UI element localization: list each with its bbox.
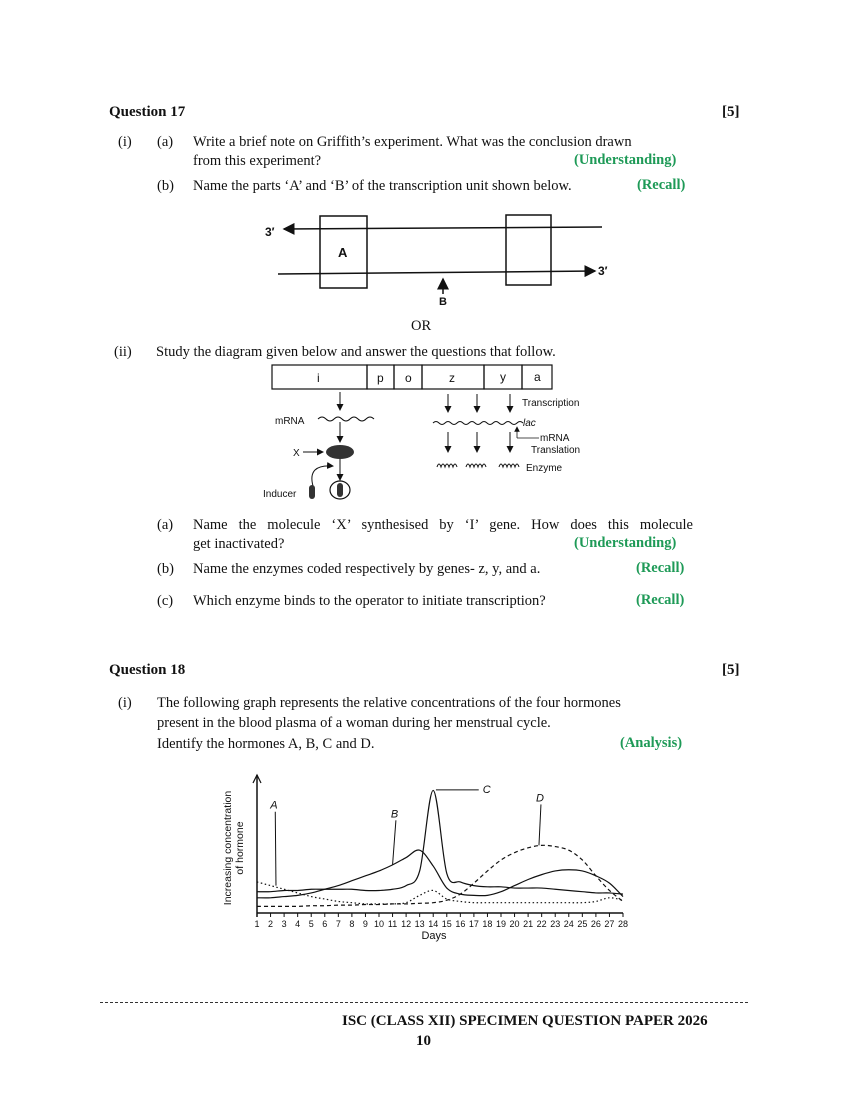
x-tick-label: 14 [428, 919, 439, 929]
gene-a-label: a [534, 370, 541, 384]
x-tick-label: 16 [455, 919, 466, 929]
annotation-label-c: C [482, 783, 491, 796]
x-tick-label: 6 [322, 919, 328, 929]
x-tick-label: 28 [617, 919, 629, 929]
hormone-chart [220, 770, 650, 945]
x-tick-label: 20 [509, 919, 520, 929]
x-tick-label: 4 [295, 919, 301, 929]
x-tick-label: 11 [387, 919, 398, 929]
chart-series [257, 790, 623, 906]
enzyme-y-coil [466, 464, 486, 467]
part-ii-number: (ii) [114, 344, 132, 360]
enzyme-a-coil [499, 464, 519, 467]
q17-ii-intro: Study the diagram given below and answer the questions that follow. [156, 344, 556, 360]
x-tick-label: 23 [550, 919, 561, 929]
gene-y-label: y [500, 370, 506, 384]
x-tick-label: 15 [441, 919, 452, 929]
x-tick-label: 5 [308, 919, 314, 929]
chart-annotations [269, 784, 544, 886]
x-tick-label: 22 [536, 919, 547, 929]
x-tick-label: 25 [577, 919, 588, 929]
q17-i-b-text: Name the parts ‘A’ and ‘B’ of the transcription unit shown below. [193, 178, 572, 194]
x-ticks [254, 913, 628, 929]
x-tick-label: 7 [335, 919, 341, 929]
annotation-label-b: B [390, 808, 399, 821]
lac-operon-diagram [255, 362, 600, 507]
x-axis-label: Days [421, 930, 447, 942]
y-axis-label-line2: of hormone [234, 821, 246, 875]
q17-i-a-line1: Write a brief note on Griffith’s experiment. What was the conclusion drawn [193, 134, 632, 150]
x-tick-label: 8 [349, 919, 355, 929]
sub-b-label: (b) [157, 561, 174, 577]
q18-i-line1: The following graph represents the relative concentrations of the four hormones [157, 695, 621, 711]
q17-ii-b-text: Name the enzymes coded respectively by genes- z, y, and a. [193, 561, 541, 577]
skill-tag: (Analysis) [620, 735, 683, 751]
translation-label: Translation [531, 445, 581, 456]
x-tick-label: 18 [482, 919, 493, 929]
question-17-marks: [5] [722, 104, 740, 120]
page-number: 10 [416, 1033, 431, 1049]
or-divider: OR [411, 318, 432, 334]
x-tick-label: 10 [373, 919, 385, 929]
x-tick-label: 19 [495, 919, 507, 929]
sub-a-label: (a) [157, 134, 174, 150]
repressor-molecule [326, 445, 354, 459]
question-18-title: Question 18 [109, 662, 186, 678]
y-axis-label [222, 791, 246, 906]
inducer-label: Inducer [263, 489, 297, 500]
transcription-label: Transcription [522, 398, 580, 409]
mrna-label: mRNA [275, 416, 305, 427]
inducer-molecule [309, 485, 315, 499]
part-i-number: (i) [118, 695, 132, 711]
lac-label: lac [523, 418, 536, 429]
x-label: X [293, 448, 300, 459]
gene-i-label: i [317, 371, 320, 385]
q17-ii-a-line2: get inactivated? [193, 536, 285, 552]
x-tick-label: 12 [401, 919, 412, 929]
x-tick-label: 1 [254, 919, 260, 929]
x-tick-label: 9 [362, 919, 368, 929]
enzyme-z-coil [437, 464, 457, 467]
x-tick-label: 26 [590, 919, 601, 929]
part-i-number: (i) [118, 134, 132, 150]
gene-z-label: z [449, 371, 455, 385]
right-3-prime-label: 3′ [598, 264, 608, 278]
x-tick-label: 21 [523, 919, 534, 929]
q17-ii-c-text: Which enzyme binds to the operator to initiate transcription? [193, 593, 546, 609]
transcription-unit-diagram [250, 205, 630, 310]
annotation-leader-a [275, 812, 276, 886]
x-tick-label: 24 [563, 919, 574, 929]
q17-ii-a-line1: Name the molecule ‘X’ synthesised by ‘I’ gene. How does this molecule [193, 517, 693, 533]
lac-mrna-label: mRNA [540, 433, 570, 444]
annotation-leader-b [393, 820, 396, 865]
x-tick-label: 13 [414, 919, 425, 929]
annotation-label-a: A [270, 799, 278, 812]
annotation-leader-d [539, 804, 541, 845]
footer-title: ISC (CLASS XII) SPECIMEN QUESTION PAPER 2026 [342, 1013, 708, 1029]
gene-o-label: o [405, 371, 412, 385]
terminator-box [506, 215, 551, 285]
q18-i-line2: present in the blood plasma of a woman during her menstrual cycle. [157, 715, 551, 731]
template-strand-line [284, 227, 602, 229]
skill-tag: (Understanding) [574, 535, 677, 551]
sub-c-label: (c) [157, 593, 174, 609]
lac-mrna-wave [433, 422, 523, 425]
x-tick-label: 2 [268, 919, 274, 929]
skill-tag: (Recall) [636, 560, 685, 576]
q18-i-line3: Identify the hormones A, B, C and D. [157, 736, 375, 752]
inducer-arrow [312, 466, 333, 486]
gene-p-label: p [377, 371, 384, 385]
enzyme-label: Enzyme [526, 463, 563, 474]
gene-bar [272, 365, 552, 389]
y-axis-label-line1: Increasing concentration [222, 790, 234, 906]
sub-a-label: (a) [157, 517, 174, 533]
box-a-label: A [338, 245, 348, 260]
left-3-prime-label: 3′ [265, 225, 275, 239]
skill-tag: (Understanding) [574, 152, 677, 168]
x-tick-label: 27 [604, 919, 615, 929]
x-tick-label: 17 [468, 919, 479, 929]
regulator-mrna-wave [318, 417, 374, 421]
annotation-label-d: D [535, 792, 544, 805]
sub-b-label: (b) [157, 178, 174, 194]
skill-tag: (Recall) [636, 592, 685, 608]
skill-tag: (Recall) [637, 177, 686, 193]
question-18-marks: [5] [722, 662, 740, 678]
question-17-title: Question 17 [109, 104, 186, 120]
coding-strand-line [278, 271, 595, 274]
q17-i-a-line2: from this experiment? [193, 153, 322, 169]
footer-rule [100, 1002, 748, 1003]
x-tick-label: 3 [281, 919, 287, 929]
bound-inducer [337, 483, 343, 497]
arrow-b-label: B [439, 296, 447, 308]
